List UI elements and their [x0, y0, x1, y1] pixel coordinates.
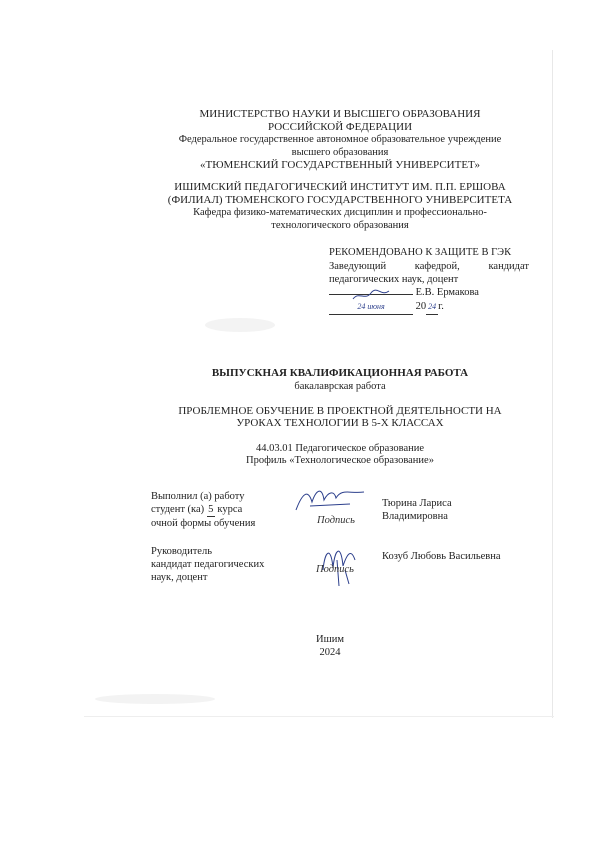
approval-word-head: Заведующий	[329, 261, 387, 272]
supervisor-signature-caption: Подпись	[316, 564, 354, 575]
institute-line-2: (ФИЛИАЛ) ТЮМЕНСКОГО ГОСУДАРСТВЕННОГО УНИВЕРСИТЕТА	[167, 193, 513, 206]
student-label-3: очной формы обучения	[151, 518, 256, 529]
ministry-line-4: высшего образования	[291, 147, 389, 158]
supervisor-label-1: Руководитель	[151, 546, 212, 557]
university-name: «ТЮМЕНСКИЙ ГОСУДАРСТВЕННЫЙ УНИВЕРСИТЕТ»	[200, 159, 480, 171]
approval-signature-blank	[329, 294, 413, 295]
student-label-2a: студент (ка)	[151, 504, 205, 515]
department-line-2: технологического образования	[271, 220, 409, 231]
student-label-1: Выполнил (а) работу	[151, 491, 245, 502]
student-name-1: Тюрина Лариса	[382, 498, 452, 509]
student-signature-icon	[290, 484, 370, 516]
supervisor-labels	[151, 545, 301, 584]
ministry-line-2: РОССИЙСКОЙ ФЕДЕРАЦИИ	[267, 120, 413, 133]
student-course: 5	[208, 504, 214, 515]
work-code: 44.03.01 Педагогическое образование	[255, 442, 424, 454]
footer-city: Ишим	[316, 634, 344, 645]
work-title-line-2: УРОКАХ ТЕХНОЛОГИИ В 5-Х КЛАССАХ	[236, 417, 444, 429]
work-type: ВЫПУСКНАЯ КВАЛИФИКАЦИОННАЯ РАБОТА	[211, 367, 469, 379]
ministry-line-3: Федеральное государственное автономное образовательное учреждение	[178, 134, 502, 145]
approval-date: 24 июня	[329, 300, 413, 315]
work-title-line-1: ПРОБЛЕМНОЕ ОБУЧЕНИЕ В ПРОЕКТНОЙ ДЕЯТЕЛЬНОСТИ НА	[178, 404, 502, 417]
supervisor-name: Козуб Любовь Васильевна	[382, 551, 501, 562]
approval-position-line	[329, 260, 529, 273]
student-label-2b: курса	[217, 504, 243, 515]
approval-degree: педагогических наук, доцент	[329, 274, 459, 285]
approval-signature-line	[329, 286, 529, 300]
approval-word-cand: кандидат	[488, 261, 529, 272]
student-name-2: Владимировна	[382, 511, 448, 522]
student-name	[382, 497, 452, 523]
approval-year-suffix: г.	[438, 301, 444, 312]
approval-signature-icon	[351, 289, 391, 303]
student-label-2	[151, 503, 291, 517]
footer-year: 2024	[319, 647, 341, 658]
approval-block	[329, 246, 529, 315]
ministry-header	[80, 108, 595, 172]
student-signature-caption: Подпись	[317, 515, 355, 526]
scan-edge-bottom	[84, 716, 554, 717]
work-subtype: бакалаврская работа	[294, 380, 386, 392]
approval-year-prefix: 20	[415, 301, 427, 312]
approval-name: Е.В. Ермакова	[415, 287, 479, 298]
institute-line-1: ИШИМСКИЙ ПЕДАГОГИЧЕСКИЙ ИНСТИТУТ ИМ. П.П. ЕРШОВА	[174, 181, 506, 193]
student-labels	[151, 490, 291, 530]
ministry-line-1: МИНИСТЕРСТВО НАУКИ И ВЫСШЕГО ОБРАЗОВАНИЯ	[199, 108, 481, 120]
work-block	[70, 367, 595, 467]
approval-year: 24	[426, 300, 438, 315]
work-profile: Профиль «Технологическое образование»	[246, 454, 434, 466]
footer	[280, 633, 380, 659]
approval-title: РЕКОМЕНДОВАНО К ЗАЩИТЕ В ГЭК	[329, 247, 512, 258]
supervisor-label-2: кандидат педагогических	[151, 559, 265, 570]
supervisor-label-3: наук, доцент	[151, 572, 208, 583]
scan-smudge	[95, 694, 215, 704]
approval-word-dept: кафедрой,	[414, 261, 460, 272]
department-line-1: Кафедра физико-математических дисциплин и профессионально-	[193, 207, 487, 218]
scan-smudge	[205, 318, 275, 332]
institute-block	[80, 181, 595, 232]
